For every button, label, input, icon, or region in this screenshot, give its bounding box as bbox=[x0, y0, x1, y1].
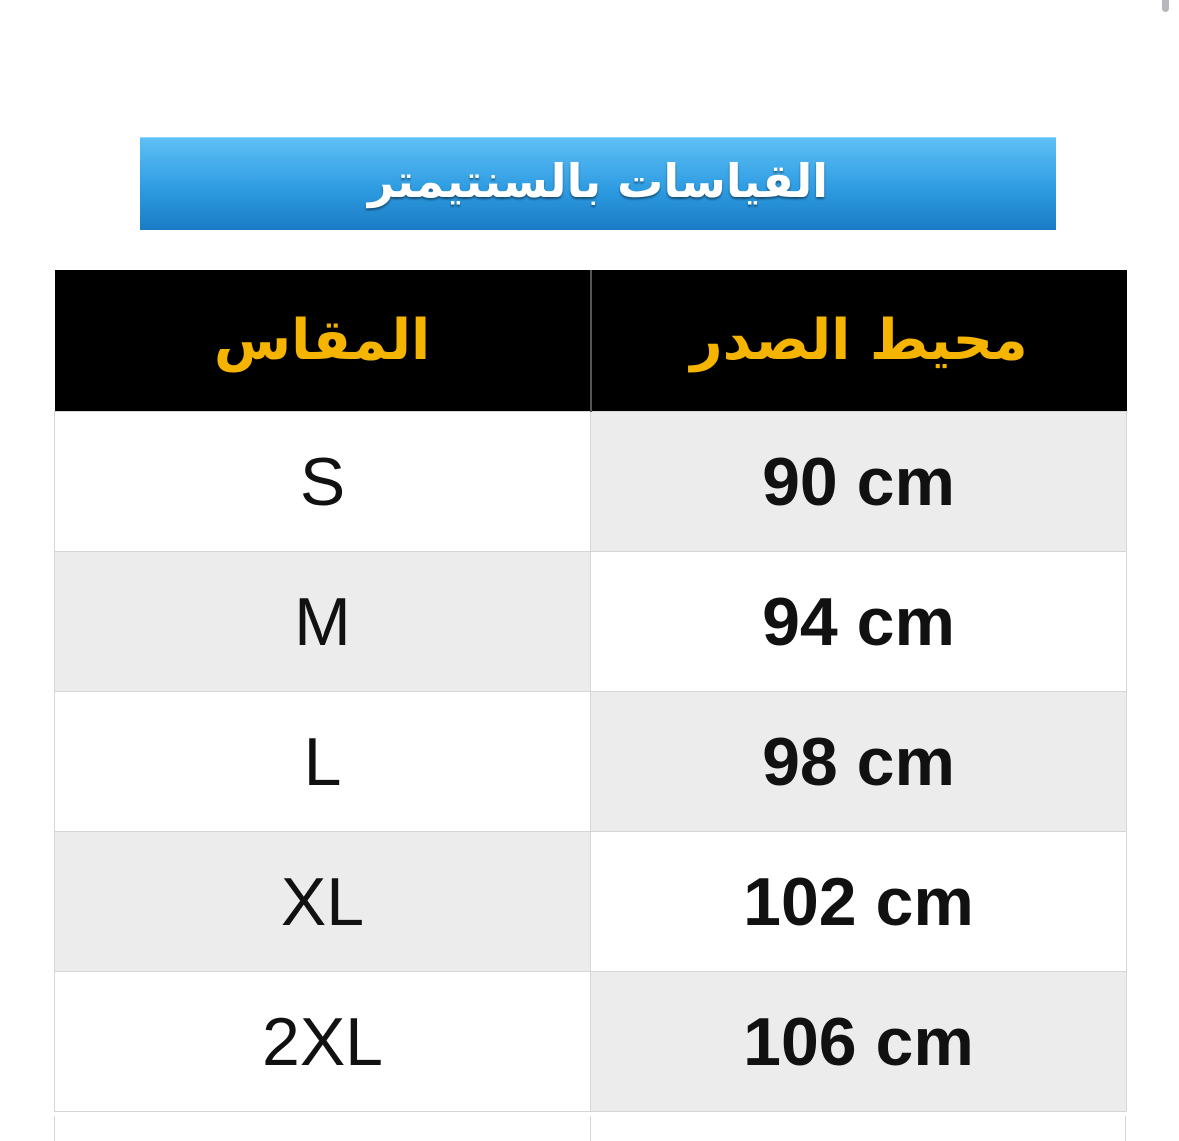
size-cell: S bbox=[55, 412, 591, 552]
scroll-indicator[interactable] bbox=[1162, 0, 1169, 12]
chest-cell: 98 cm bbox=[591, 692, 1127, 832]
table-row bbox=[55, 552, 1127, 692]
table-row bbox=[55, 692, 1127, 832]
table-header-row bbox=[55, 270, 1127, 412]
chest-cell: 102 cm bbox=[591, 832, 1127, 972]
page-title: القياسات بالسنتيمتر bbox=[367, 154, 829, 208]
table-row bbox=[55, 972, 1127, 1112]
chest-cell: 94 cm bbox=[591, 552, 1127, 692]
table-row bbox=[55, 832, 1127, 972]
size-cell: L bbox=[55, 692, 591, 832]
table-row bbox=[55, 412, 1127, 552]
size-cell: M bbox=[55, 552, 591, 692]
title-banner bbox=[140, 137, 1056, 230]
chest-column-header: محيط الصدر bbox=[591, 270, 1127, 412]
chest-cell: 106 cm bbox=[591, 972, 1127, 1112]
column-divider bbox=[1125, 1116, 1126, 1141]
size-column-header: المقاس bbox=[55, 270, 591, 412]
column-divider bbox=[54, 1116, 55, 1141]
column-divider bbox=[590, 1116, 591, 1141]
size-cell: XL bbox=[55, 832, 591, 972]
size-chart-table bbox=[54, 270, 1127, 1112]
table-continuation bbox=[54, 1116, 1126, 1141]
size-cell: 2XL bbox=[55, 972, 591, 1112]
chest-cell: 90 cm bbox=[591, 412, 1127, 552]
